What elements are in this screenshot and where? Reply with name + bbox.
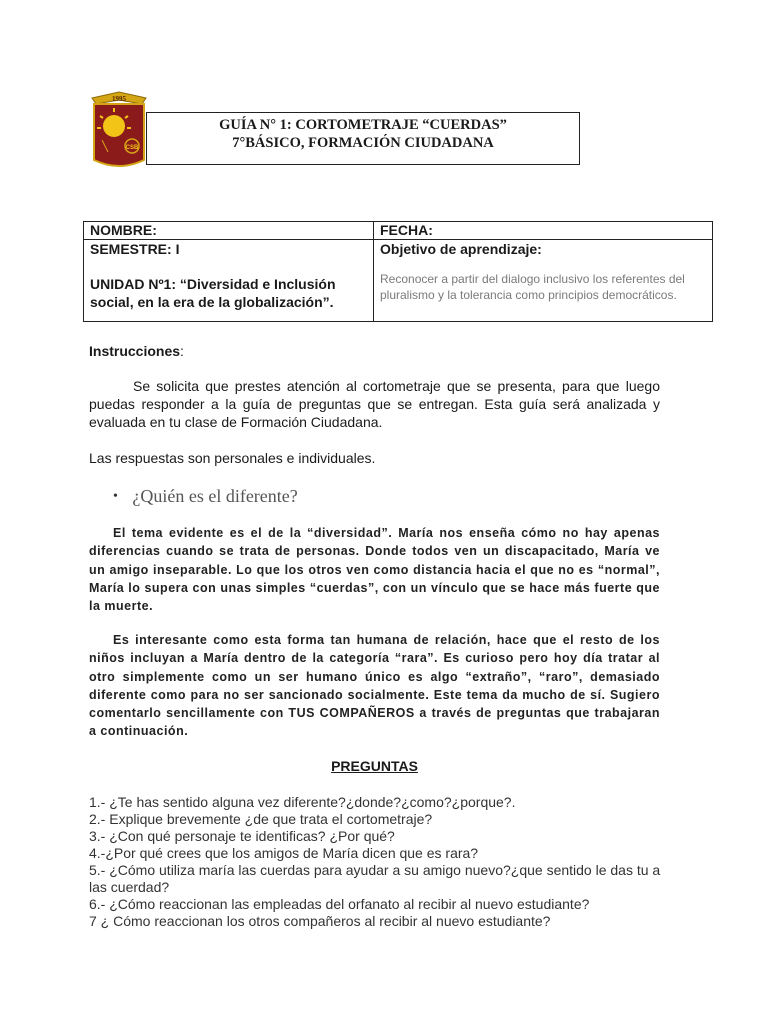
unit-label: UNIDAD Nº1: bbox=[90, 276, 177, 292]
questions-title: PREGUNTAS bbox=[331, 758, 418, 774]
objective-text: Reconocer a partir del dialogo inclusivo los referentes del pluralismo y la tolerancia como principios democráticos. bbox=[380, 272, 685, 302]
section-paragraph-1: El tema evidente es el de la “diversidad”. María nos enseña cómo no hay apenas diferencias cuando se trata de personas. Donde todos ven un discapacitado, María ve un amigo inseparable. Lo que los otros ven como distancia hacia el que no es “normal”, María lo supera con unas simples “cuerdas”, con un vínculo que se hace más fuerte que la muerte. bbox=[89, 526, 660, 614]
question-item: 3.- ¿Con qué personaje te identificas? ¿Por qué? bbox=[89, 828, 395, 844]
objective-cell bbox=[374, 240, 713, 322]
question-item: 4.-¿Por qué crees que los amigos de María dicen que es rara? bbox=[89, 845, 479, 861]
question-item: 6.- ¿Cómo reaccionan las empleadas del orfanato al recibir al nuevo estudiante? bbox=[89, 896, 590, 912]
logo-initials: CSB bbox=[125, 145, 139, 151]
question-item: 7 ¿ Cómo reaccionan los otros compañeros al recibir al nuevo estudiante? bbox=[89, 913, 551, 929]
semester-label: SEMESTRE: I bbox=[90, 241, 180, 257]
unit-description: “Diversidad e Inclusión social, en la era de la globalización”. bbox=[90, 276, 336, 310]
bullet-icon: • bbox=[113, 489, 118, 504]
instructions-label: Instrucciones bbox=[89, 343, 181, 359]
section-heading: ¿Quién es el diferente? bbox=[132, 486, 298, 506]
instructions-heading bbox=[89, 342, 660, 360]
section-heading-row bbox=[113, 486, 298, 507]
guide-title: GUÍA N° 1: CORTOMETRAJE “CUERDAS” bbox=[219, 117, 507, 133]
instructions-paragraph: Se solicita que prestes atención al cortometraje que se presenta, para que luego puedas responder a la guía de preguntas que se entregan. Esta guía será analizada y evaluada en tu clase de Formación Ciudadana. bbox=[89, 378, 660, 430]
unit-cell bbox=[84, 240, 374, 322]
section-paragraph-2: Es interesante como esta forma tan humana de relación, hace que el resto de los niños incluyan a María dentro de la categoría “rara”. Es curioso pero hoy día tratar al otro simplemente como un ser humano único es algo “extraño”, “raro”, demasiado diferente como para no ser sancionado socialmente. Este tema da mucho de sí. Sugiero comentarlo sencillamente con TUS COMPAÑEROS a través de preguntas que trabajaran a continuación. bbox=[89, 633, 660, 739]
question-item: 2.- Explique brevemente ¿de que trata el cortometraje? bbox=[89, 811, 433, 827]
question-item: 1.- ¿Te has sentido alguna vez diferente?¿donde?¿como?¿porque?. bbox=[89, 794, 516, 810]
instructions-note: Las respuestas son personales e individuales. bbox=[89, 450, 376, 466]
objective-label: Objetivo de aprendizaje: bbox=[380, 241, 542, 257]
question-item: 5.- ¿Cómo utiliza maría las cuerdas para ayudar a su amigo nuevo?¿que sentido le das tu a las cuerdad? bbox=[89, 862, 661, 895]
student-info-table bbox=[83, 221, 713, 322]
guide-title-box bbox=[146, 112, 580, 165]
name-field[interactable]: NOMBRE: bbox=[84, 222, 374, 240]
unit-text bbox=[90, 275, 367, 311]
questions-list bbox=[89, 794, 679, 930]
date-field[interactable]: FECHA: bbox=[374, 222, 713, 240]
guide-subtitle: 7°BÁSICO, FORMACIÓN CIUDADANA bbox=[232, 135, 494, 151]
logo-year: 1995 bbox=[112, 95, 126, 103]
instructions-colon: : bbox=[180, 343, 184, 359]
school-logo bbox=[88, 90, 150, 172]
